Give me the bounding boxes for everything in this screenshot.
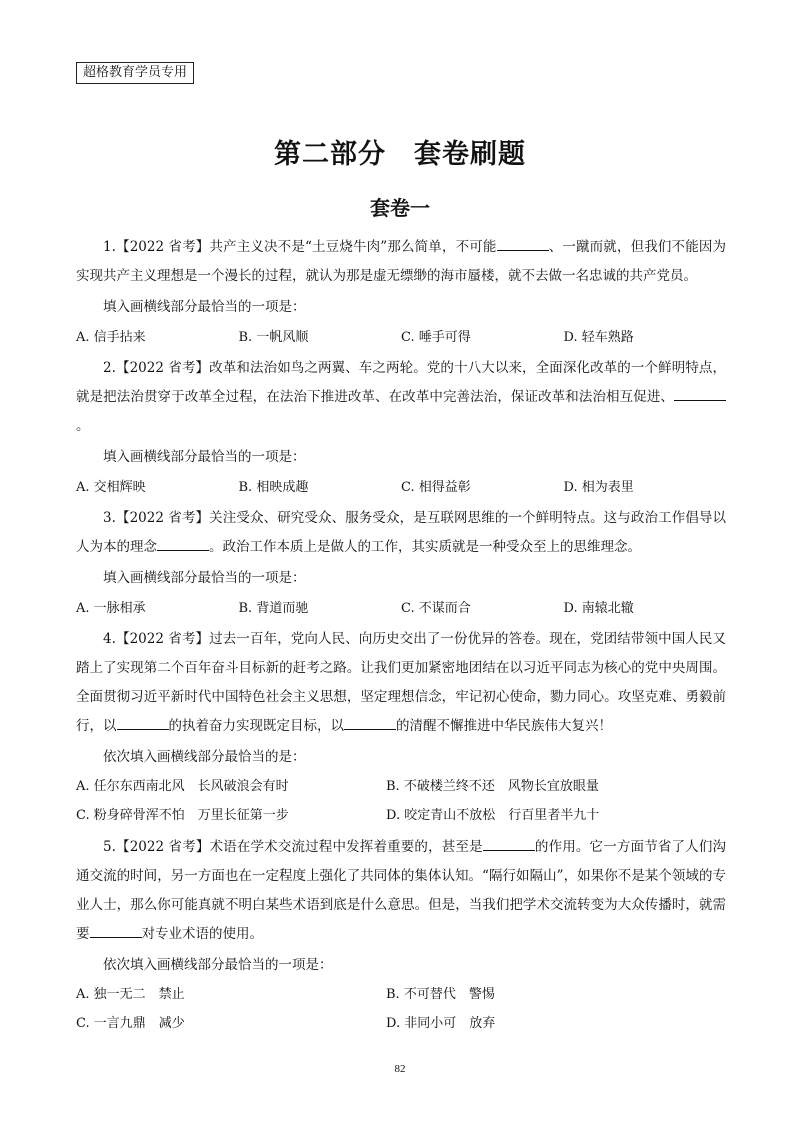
option-d: D. 咬定青山不放松 行百里者半九十 — [386, 808, 600, 823]
option-b: B. 背道而驰 — [238, 601, 309, 616]
fill-blank — [497, 238, 549, 251]
option-c: C. 不谋而合 — [401, 601, 471, 616]
fill-blank — [483, 838, 535, 851]
question-1-prompt: 填入画横线部分最恰当的一项是： — [103, 299, 306, 315]
option-a: A. 独一无二 禁止 — [76, 987, 185, 1002]
question-1-options — [76, 327, 726, 349]
part-title: 第二部分 套卷刷题 — [274, 139, 526, 170]
question-2-options — [76, 477, 726, 499]
option-c: C. 粉身碎骨浑不怕 万里长征第一步 — [76, 808, 289, 823]
option-d: D. 非同小可 放弃 — [386, 1016, 496, 1031]
question-4-stem: 4.【2022 省考】过去一百年，党向人民、向历史交出了一份优异的答卷。现在，党团结带领中国人民又踏上了实现第二个百年奋斗目标新的赶考之路。让我们更加紧密地团结在以习近平同志为核心的党中央周围。全面贯彻习近平新时代中国特色社会主义思想，坚定理想信念，牢记初心使命，勠力同心。攻坚克难、勇毅前行，以 的执着奋力实现既定目标，以 的清醒不懈推进中华民族伟大复兴！ — [76, 631, 727, 734]
option-c: C. 相得益彰 — [401, 480, 471, 495]
question-3-stem: 3.【2022 省考】关注受众、研究受众、服务受众，是互联网思维的一个鲜明特点。这与政治工作倡导以人为本的理念 。政治工作本质上是做人的工作，其实质就是一种受众至上的思维理念。 — [76, 510, 727, 555]
fill-blank — [344, 717, 396, 730]
question-2-prompt: 填入画横线部分最恰当的一项是： — [103, 449, 306, 465]
question-4-prompt: 依次填入画横线部分最恰当的是： — [103, 749, 306, 765]
page-number: 82 — [394, 1063, 406, 1075]
option-c: C. 唾手可得 — [401, 330, 471, 345]
question-5-stem: 5.【2022 省考】术语在学术交流过程中发挥着重要的，甚至是 的作用。它一方面节省了人们沟通交流的时间，另一方面也在一定程度上强化了共同体的集体认知。“隔行如隔山”，如果你不是某个领域的专业人士，那么你可能真就不明白某些术语到底是什么意思。但是，当我们把学术交流转变为大众传播时，就需要 对专业术语的使用。 — [76, 839, 727, 942]
option-b: B. 不可替代 警惕 — [386, 987, 495, 1002]
option-c: C. 一言九鼎 减少 — [76, 1016, 185, 1031]
option-b: B. 一帆风顺 — [238, 330, 309, 345]
question-5-prompt: 依次填入画横线部分最恰当的一项是： — [103, 957, 333, 973]
question-1-stem: 1.【2022 省考】共产主义决不是“土豆烧牛肉”那么简单，不可能 、一蹴而就，但我们不能因为实现共产主义理想是一个漫长的过程，就认为那是虚无缥缈的海市蜃楼，就不去做一名忠诚的共产党员。 — [76, 239, 726, 284]
option-b: B. 相映成趣 — [238, 480, 309, 495]
option-d: D. 南辕北辙 — [563, 601, 634, 616]
option-a: A. 交相辉映 — [76, 480, 146, 495]
option-b: B. 不破楼兰终不还 风物长宜放眼量 — [386, 779, 599, 794]
watermark-stamp: 超格教育学员专用 — [76, 62, 194, 84]
question-list — [76, 233, 726, 1041]
fill-blank — [90, 925, 142, 938]
fill-blank — [674, 388, 726, 401]
question-3-options — [76, 598, 726, 620]
option-a: A. 任尔东西南北风 长风破浪会有时 — [76, 779, 289, 794]
question-3-prompt: 填入画横线部分最恰当的一项是： — [103, 570, 306, 586]
question-2-stem: 2.【2022 省考】改革和法治如鸟之两翼、车之两轮。党的十八大以来，全面深化改革的一个鲜明特点，就是把法治贯穿于改革全过程，在法治下推进改革、在改革中完善法治，保证改革和法治相互促进、。 — [76, 360, 727, 434]
question-5-options — [76, 984, 726, 1035]
fill-blank — [157, 538, 209, 551]
option-a: A. 信手拈来 — [76, 330, 146, 345]
question-4-options — [76, 776, 726, 827]
set-title: 套卷一 — [370, 196, 430, 220]
fill-blank — [117, 717, 169, 730]
option-d: D. 相为表里 — [563, 480, 634, 495]
option-a: A. 一脉相承 — [76, 601, 146, 616]
option-d: D. 轻车熟路 — [563, 330, 634, 345]
